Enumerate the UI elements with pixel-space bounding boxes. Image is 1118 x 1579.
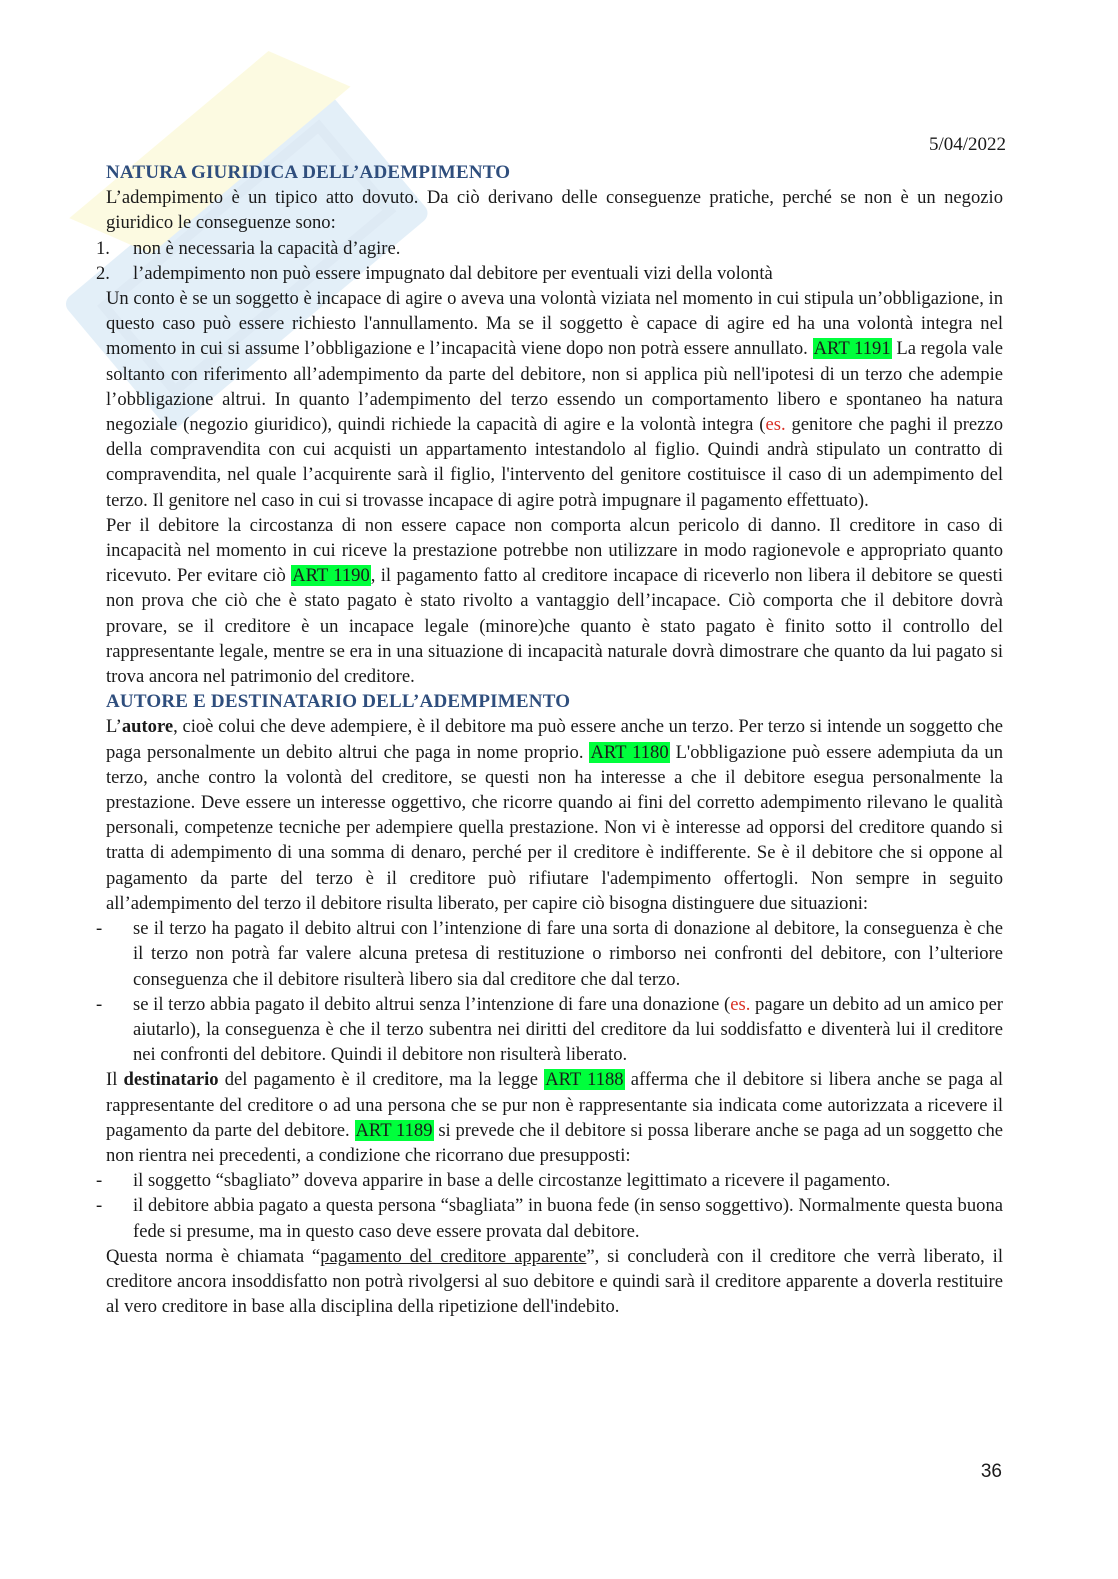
underlined-term: pagamento del creditore apparente — [320, 1245, 587, 1267]
list-item — [96, 236, 1003, 261]
text-run: , il pagamento fatto al creditore incapace di riceverlo non libera il debitore se questi non prova che ciò che è stato pagato è stato rivolto a vantaggio dell’incapace. Ciò comporta che il debitore dovrà provare, se il creditore è un incapace legale (minore)che quanto è stato pagato è finito sotto il controllo del rappresentante legale, mentre se era in una situazione di incapacità naturale dovrà dimostrare che quanto da lui pagato si trova ancora nel patrimonio del creditore. — [106, 565, 1003, 688]
list-item-text: il soggetto “sbagliato” doveva apparire in base a delle circostanze legittimato a ricevere il pagamento. — [133, 1170, 891, 1192]
list-item — [96, 261, 1003, 286]
paragraph-creditore-incapace — [106, 513, 1003, 689]
document-body — [96, 160, 1004, 1319]
bullet-list-terzo — [96, 916, 1003, 1067]
document-date: 5/04/2022 — [928, 134, 1006, 155]
article-ref-1191: ART 1191 — [813, 338, 891, 360]
text-run: genitore che paghi il prezzo della compravendita con cui acquisti un appartamento intestandolo al figlio. Quindi andrà stipulato un contratto di compravendita, nel quale l’acquirente sarà il figlio, l'intervento del genitore costituisce il caso di un adempimento del terzo. Il genitore nel caso in cui si trovasse incapace di agire potrà impugnare il pagamento effettuato). — [106, 414, 1003, 511]
section-title-autore: AUTORE E DESTINATARIO DELL’ADEMPIMENTO — [106, 691, 571, 713]
list-marker: - — [96, 918, 103, 940]
list-item — [96, 1168, 1003, 1193]
numbered-list — [96, 236, 1003, 286]
list-marker: - — [96, 1195, 103, 1217]
article-ref-1180: ART 1180 — [590, 741, 669, 763]
text-run: Per il debitore la circostanza di non essere capace non comporta alcun pericolo di danno. Il creditore in caso di incapacità nel momento in cui riceve la prestazione potrebbe non utilizzare in modo ragionevole e appropriato quanto ricevuto. Per evitare ciò — [106, 514, 1003, 587]
paragraph-creditore-apparente — [106, 1244, 1003, 1320]
text-run: , cioè colui che deve adempiere, è il debitore ma può essere anche un terzo. Per terzo si intende un soggetto che paga personalmente un debito altrui che paga in nome proprio. — [106, 716, 1003, 763]
list-item-text: non è necessaria la capacità d’agire. — [133, 237, 401, 259]
paragraph-intro: L’adempimento è un tipico atto dovuto. Da ciò derivano delle conseguenze pratiche, perché se non è un negozio giuridico le conseguenze sono: — [106, 187, 1003, 234]
paragraph-destinatario — [106, 1067, 1003, 1168]
paragraph-autore — [106, 714, 1003, 916]
page-number: 36 — [980, 1461, 1002, 1482]
list-item-text: se il terzo ha pagato il debito altrui con l’intenzione di fare una sorta di donazione al debitore, la conseguenza è che il terzo non potrà far valere alcuna pretesa di restituzione o rimborso nei confronti del debitore, con l’ulteriore conseguenza che il debitore risulterà libero sia dal creditore che dal terzo. — [133, 918, 1003, 990]
text-run: La regola vale soltanto con riferimento all’adempimento da parte del debitore, non si applica più nell'ipotesi di un terzo che adempie l’obbligazione altrui. In quanto l’adempimento del terzo essendo un comportamento libero e spontaneo ha natura negoziale (negozio giuridico), quindi richiede la capacità di agire e la volontà integra ( — [106, 338, 1003, 436]
text-run: Questa norma è chiamata “ — [106, 1245, 321, 1267]
list-item-text: l’adempimento non può essere impugnato dal debitore per eventuali vizi della volontà — [133, 262, 773, 284]
text-run: Il — [106, 1069, 124, 1091]
list-item — [96, 916, 1003, 992]
list-marker: 2. — [96, 262, 110, 284]
text-run: se il terzo abbia pagato il debito altrui senza l’intenzione di fare una donazione ( — [133, 993, 731, 1015]
list-marker: - — [96, 1170, 103, 1192]
section-title-natura: NATURA GIURIDICA DELL’ADEMPIMENTO — [106, 162, 511, 183]
bullet-list-presupposti — [96, 1168, 1003, 1244]
article-ref-1188: ART 1188 — [545, 1069, 624, 1091]
list-item — [96, 992, 1003, 1068]
article-ref-1189: ART 1189 — [355, 1119, 433, 1141]
example-label: es. — [730, 993, 751, 1015]
text-run: del pagamento è il creditore, ma la legge — [218, 1069, 545, 1091]
text-run: afferma che il debitore si libera anche se paga al rappresentante del creditore o ad una persona che se pur non è rappresentante sia indicata come autorizzata a ricevere il pagamento da parte del debitore. — [106, 1069, 1004, 1141]
text-run: Un conto è se un soggetto è incapace di agire o aveva una volontà viziata nel momento in cui stipula un’obbligazione, in questo caso può essere richiesto l'annullamento. Ma se il soggetto è capace di agire ed ha una volontà integra nel momento in cui si assume l’obbligazione e l’incapacità viene dopo non potrà essere annullato. — [106, 288, 1003, 360]
example-label: es. — [765, 414, 786, 436]
list-marker: - — [96, 993, 103, 1015]
text-run: pagare un debito ad un amico per aiutarlo), la conseguenza è che il terzo subentra nei diritti del creditore da lui soddisfatto e diventerà lui il creditore nei confronti del debitore. Quindi il debitore non risulterà liberato. — [133, 993, 1003, 1066]
paragraph-incapacita — [106, 286, 1003, 513]
text-run: L’ — [106, 716, 122, 738]
text-run: ”, si concluderà con il creditore che verrà liberato, il creditore ancora insoddisfatto non potrà rivolgersi al suo debitore e quindi sarà il creditore apparente a doverla restituire al vero creditore in base alla disciplina della ripetizione dell'indebito. — [106, 1245, 1003, 1318]
list-marker: 1. — [96, 237, 110, 259]
text-run: si prevede che il debitore si possa liberare anche se paga ad un soggetto che non rientra nei precedenti, a condizione che ricorrano due presupposti: — [106, 1119, 1003, 1166]
term-destinatario: destinatario — [123, 1069, 219, 1091]
term-autore: autore — [121, 716, 174, 738]
article-ref-1190: ART 1190 — [292, 565, 370, 587]
text-run: L'obbligazione può essere adempiuta da un terzo, anche contro la volontà del creditore, se questi non ha interesse a che il debitore esegua personalmente la prestazione. Deve essere un interesse oggettivo, che ricorre quando ai fini del corretto adempimento rilevano le qualità personali, competenze tecniche per adempiere quella prestazione. Non vi è interesse ad opporsi del creditore quando si tratta di adempimento di una somma di denaro, perché per il creditore è indifferente. Se è il debitore che si oppone al pagamento da parte del terzo è il creditore può rifiutare l'adempimento offertogli. Non sempre in seguito all’adempimento del terzo il debitore risulta liberato, per capire ciò bisogna distinguere due situazioni: — [106, 741, 1003, 914]
list-item-text: il debitore abbia pagato a questa persona “sbagliata” in buona fede (in senso soggettivo). Normalmente questa buona fede si presume, ma in questo caso deve essere provata dal debitore. — [133, 1195, 1003, 1242]
list-item — [96, 1193, 1003, 1243]
